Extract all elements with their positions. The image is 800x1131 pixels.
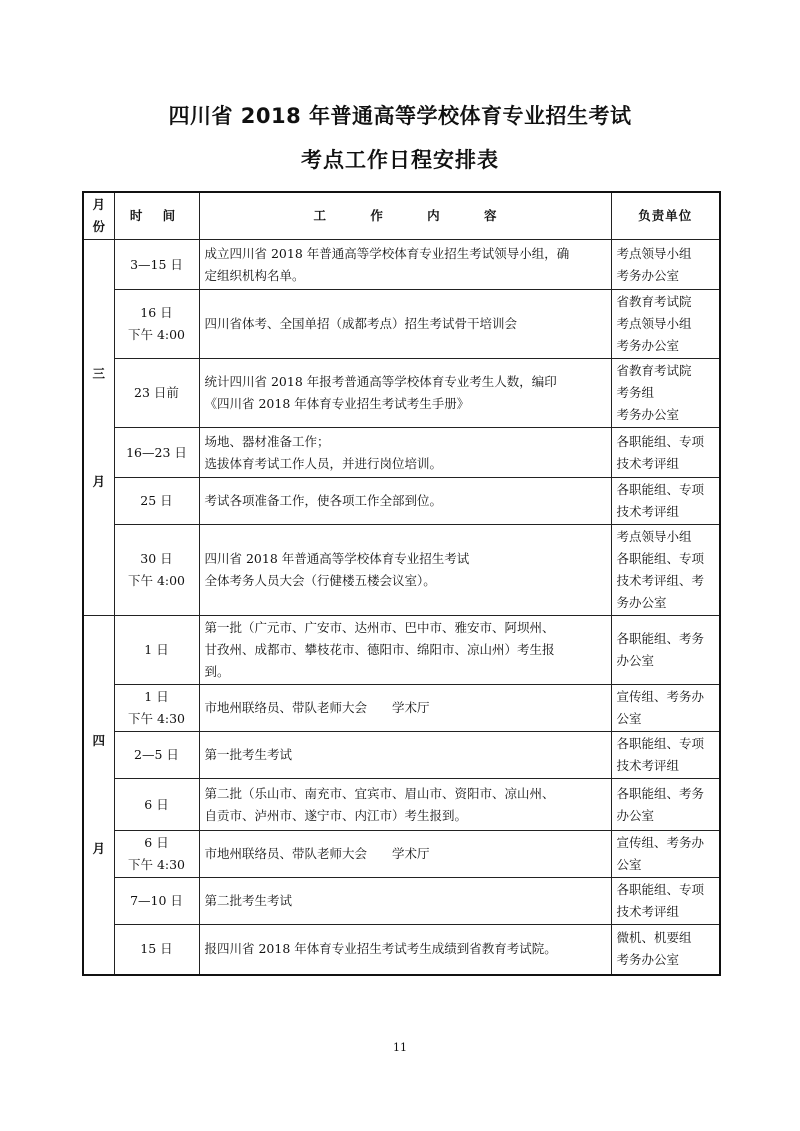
header-unit: 负责单位 xyxy=(611,192,720,240)
row-unit: 各职能组、专项 技术考评组 xyxy=(611,732,720,779)
row-time: 15 日 xyxy=(114,925,199,975)
row-time: 1 日 xyxy=(114,616,199,685)
row-content: 市地州联络员、带队老师大会 学术厅 xyxy=(199,685,611,732)
month-label-bottom: 月 xyxy=(92,473,105,489)
row-time: 30 日 下午 4:00 xyxy=(114,525,199,616)
table-row xyxy=(83,616,720,685)
table-row xyxy=(83,290,720,359)
row-time: 16—23 日 xyxy=(114,428,199,478)
month-label-bottom: 月 xyxy=(92,840,105,856)
table-row xyxy=(83,478,720,525)
row-time: 25 日 xyxy=(114,478,199,525)
row-unit: 各职能组、专项 技术考评组 xyxy=(611,878,720,925)
row-content: 统计四川省 2018 年报考普通高等学校体育专业考生人数，编印 《四川省 2018 年体育专业招生考试考生手册》 xyxy=(199,359,611,428)
table-row xyxy=(83,732,720,779)
table-row xyxy=(83,878,720,925)
row-content: 考试各项准备工作，使各项工作全部到位。 xyxy=(199,478,611,525)
row-content: 第二批考生考试 xyxy=(199,878,611,925)
row-time: 23 日前 xyxy=(114,359,199,428)
month-label-top: 三 xyxy=(92,365,105,381)
table-header-row xyxy=(83,192,720,240)
document-title: 四川省 2018 年普通高等学校体育专业招生考试 xyxy=(168,104,632,128)
row-time: 6 日 下午 4:30 xyxy=(114,831,199,878)
row-unit: 各职能组、考务 办公室 xyxy=(611,779,720,831)
table-row xyxy=(83,925,720,975)
row-unit: 省教育考试院 考务组 考务办公室 xyxy=(611,359,720,428)
row-content: 第一批考生考试 xyxy=(199,732,611,779)
month-april xyxy=(83,616,114,975)
row-content: 四川省体考、全国单招（成都考点）招生考试骨干培训会 xyxy=(199,290,611,359)
row-time: 3—15 日 xyxy=(114,240,199,290)
table-row xyxy=(83,685,720,732)
table-row xyxy=(83,831,720,878)
row-content: 报四川省 2018 年体育专业招生考试考生成绩到省教育考试院。 xyxy=(199,925,611,975)
row-time: 16 日 下午 4:00 xyxy=(114,290,199,359)
row-content: 场地、器材准备工作； 选拔体育考试工作人员，并进行岗位培训。 xyxy=(199,428,611,478)
header-month: 月份 xyxy=(83,192,114,240)
row-time: 1 日 下午 4:30 xyxy=(114,685,199,732)
row-unit: 各职能组、考务 办公室 xyxy=(611,616,720,685)
table-row xyxy=(83,779,720,831)
row-unit: 微机、机要组 考务办公室 xyxy=(611,925,720,975)
table-row xyxy=(83,428,720,478)
row-content: 第一批（广元市、广安市、达州市、巴中市、雅安市、阿坝州、 甘孜州、成都市、攀枝花市、德阳市、绵阳市、凉山州）考生报 到。 xyxy=(199,616,611,685)
row-unit: 各职能组、专项 技术考评组 xyxy=(611,478,720,525)
row-unit: 宣传组、考务办 公室 xyxy=(611,685,720,732)
row-unit: 省教育考试院 考点领导小组 考务办公室 xyxy=(611,290,720,359)
table-row xyxy=(83,359,720,428)
table-row xyxy=(83,525,720,616)
row-time: 6 日 xyxy=(114,779,199,831)
row-content: 成立四川省 2018 年普通高等学校体育专业招生考试领导小组，确 定组织机构名单。 xyxy=(199,240,611,290)
row-time: 7—10 日 xyxy=(114,878,199,925)
header-content: 工 作 内 容 xyxy=(199,192,611,240)
row-content: 第二批（乐山市、南充市、宜宾市、眉山市、资阳市、凉山州、 自贡市、泸州市、遂宁市、内江市）考生报到。 xyxy=(199,779,611,831)
header-time: 时 间 xyxy=(114,192,199,240)
row-content: 四川省 2018 年普通高等学校体育专业招生考试 全体考务人员大会（行健楼五楼会议室）。 xyxy=(199,525,611,616)
row-content: 市地州联络员、带队老师大会 学术厅 xyxy=(199,831,611,878)
row-unit: 考点领导小组 各职能组、专项 技术考评组、考 务办公室 xyxy=(611,525,720,616)
month-march xyxy=(83,240,114,616)
page-number: 11 xyxy=(393,1041,407,1054)
row-unit: 考点领导小组 考务办公室 xyxy=(611,240,720,290)
month-label-top: 四 xyxy=(92,732,105,748)
schedule-table xyxy=(82,191,721,976)
row-unit: 宣传组、考务办 公室 xyxy=(611,831,720,878)
document-subtitle: 考点工作日程安排表 xyxy=(301,148,499,172)
table-row xyxy=(83,240,720,290)
row-unit: 各职能组、专项 技术考评组 xyxy=(611,428,720,478)
row-time: 2—5 日 xyxy=(114,732,199,779)
